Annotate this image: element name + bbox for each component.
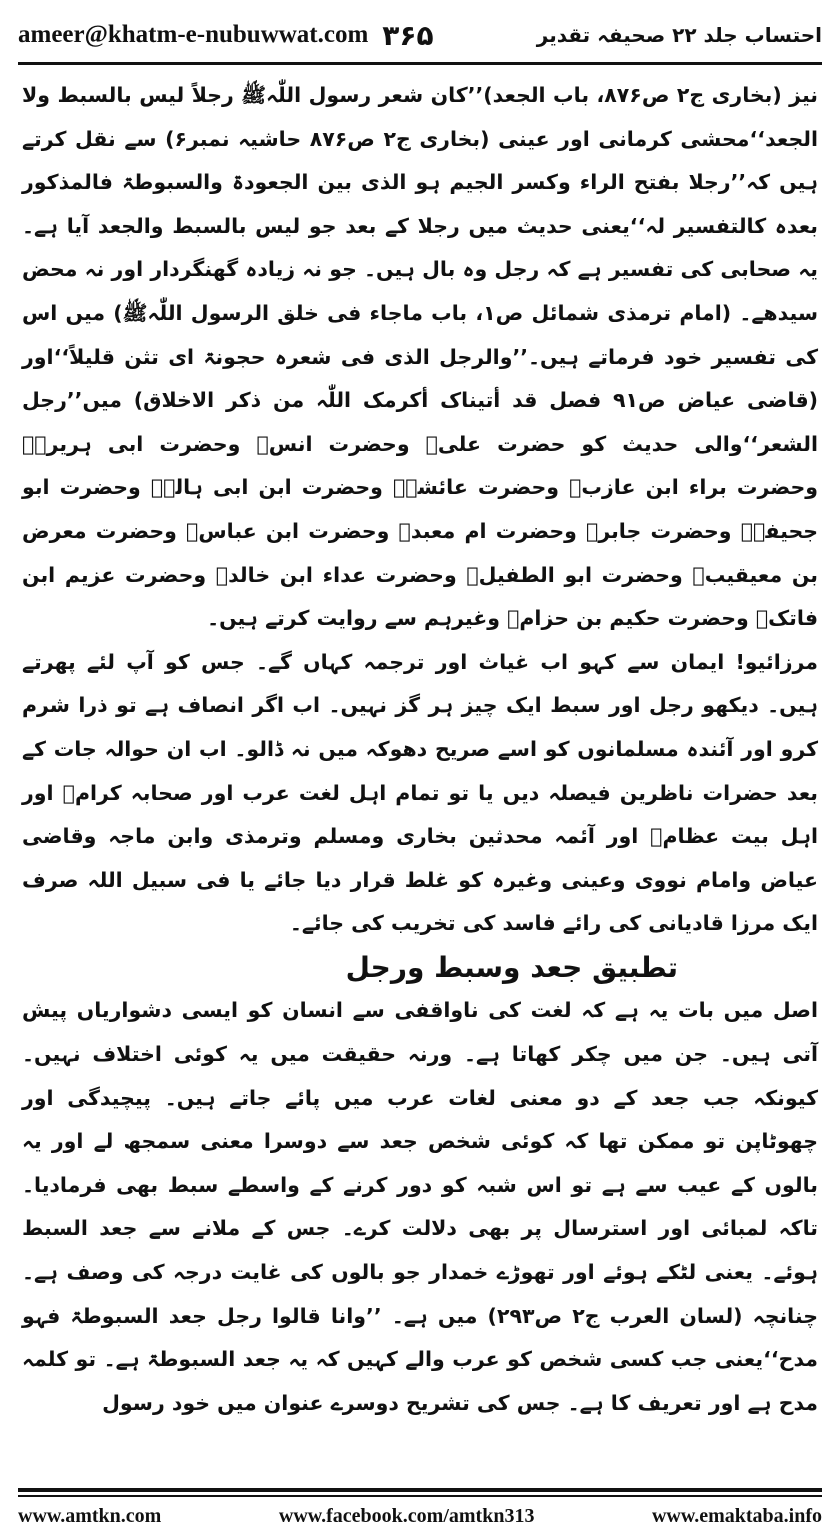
- footer-link-amtkn[interactable]: www.amtkn.com: [18, 1504, 162, 1527]
- paragraph-1: نیز (بخاری ج۲ ص۸۷۶، باب الجعد)’’کان شعر رسول اللّٰہﷺ رجلاً لیس بالسبط ولا الجعد‘‘محشی کرمانی اور عینی (بخاری ج۲ ص۸۷۶ حاشیہ نمبر۶) سے نقل کرتے ہیں کہ’’رجلا بفتح الراء وکسر الجیم ہو الذی بین الجعودۃ والسبوطۃ فالمذکور بعدہ کالتفسیر لہ‘‘یعنی حدیث میں رجلا کے بعد جو لیس بالسبط والجعد آیا ہے۔ یہ صحابی کی تفسیر ہے کہ رجل وہ بال ہیں۔ جو نہ زیادہ گھنگردار اور نہ محض سیدھے۔ (امام ترمذی شمائل ص۱، باب ماجاء فی خلق الرسول اللّٰہﷺ) میں اس کی تفسیر خود فرماتے ہیں۔’’والرجل الذی فی شعرہ حجونۃ ای تثن قلیلاً‘‘اور (قاضی عیاض ص۹۱ فصل قد أتیناک أکرمک اللّٰہ من ذکر الاخلاق) میں’’رجل الشعر‘‘والی حدیث کو حضرت علیؓ وحضرت انسؓ وحضرت ابی ہریرہؓ وحضرت براء ابن عازبؓ وحضرت عائشہؓ وحضرت ابن ابی ہالہؓ وحضرت ابو جحیفہؓ وحضرت جابرؓ وحضرت ام معبدؓ وحضرت ابن عباسؓ وحضرت معرض بن معیقیبؓ وحضرت ابو الطفیلؓ وحضرت عداء ابن خالدؓ وحضرت عزیم ابن فاتکؓ وحضرت حکیم بن حزامؓ وغیرہم سے روایت کرتے ہیں۔: [22, 83, 819, 631]
- footer-rule: [18, 1488, 822, 1497]
- running-title: احتساب جلد ۲۲ صحیفہ تقدیر: [536, 23, 822, 47]
- footer-link-facebook[interactable]: www.facebook.com/amtkn313: [278, 1504, 535, 1527]
- paragraph-3: اصل میں بات یہ ہے کہ لغت کی ناواقفی سے انسان کو ایسی دشواریاں پیش آتی ہیں۔ جن میں چکر کھاتا ہے۔ ورنہ حقیقت میں یہ کوئی اختلاف نہیں۔ کیونکہ جب جعد کے دو معنی لغات عرب میں پائے جاتے ہیں۔ پیچیدگی اور چھوٹاپن تو ممکن تھا کہ کوئی شخص جعد سے دوسرا معنی سمجھ لے اور یہ بالوں کے عیب سے ہے تو اس شبہ کو دور کرنے کے واسطے سبط بھی فرمادیا۔ تاکہ لمبائی اور استرسال پر بھی دلالت کرے۔ جس کے ملانے سے جعد السبط ہوئے۔ یعنی لٹکے ہوئے اور تھوڑے خمدار جو بالوں کی غایت درجہ کی وصف ہے۔ چنانچہ (لسان العرب ج۲ ص۲۹۳) میں ہے۔ ’’وانا قالوا رجل جعد السبوطۃ فہو مدح‘‘یعنی جب کسی شخص کو عرب والے کہیں کہ یہ جعد السبوطۃ ہے۔ تو کلمہ مدح ہے اور تعریف کا ہے۔ جس کی تشریح دوسرے عنوان میں خود رسول: [22, 998, 819, 1415]
- header-rule: [18, 62, 822, 65]
- paragraph-2: مرزائیو! ایمان سے کہو اب غیاث اور ترجمہ کہاں گے۔ جس کو آپ لئے پھرتے ہیں۔ دیکھو رجل اور سبط ایک چیز ہر گز نہیں۔ اب اگر انصاف ہے تو ذرا شرم کرو اور آئندہ مسلمانوں کو اسے صریح دھوکہ میں نہ ڈالو۔ اب ان حوالہ جات کے بعد حضرات ناظرین فیصلہ دیں یا تو تمام اہل لغت عرب اور صحابہ کرامؓ اور اہل بیت عظامؓ اور آئمہ محدثین بخاری ومسلم وترمذی وابن ماجہ وقاضی عیاض وامام نووی وعینی وغیرہ کو غلط قرار دیا جائے یا فی سبیل اللہ صرف ایک مرزا قادیانی کی رائے فاسد کی تخریب کی جائے۔: [22, 649, 818, 936]
- section-heading: تطبیق جعد وسبط ورجل: [345, 950, 678, 984]
- email-address: ameer@khatm-e-nubuwwat.com: [18, 21, 369, 48]
- page-body: [22, 74, 818, 1425]
- header-left: [18, 19, 434, 52]
- page-footer: [18, 1500, 822, 1532]
- page-header: [18, 14, 822, 56]
- footer-link-emaktaba[interactable]: www.emaktaba.info: [651, 1504, 822, 1527]
- page-number: ۳۶۵: [382, 18, 434, 52]
